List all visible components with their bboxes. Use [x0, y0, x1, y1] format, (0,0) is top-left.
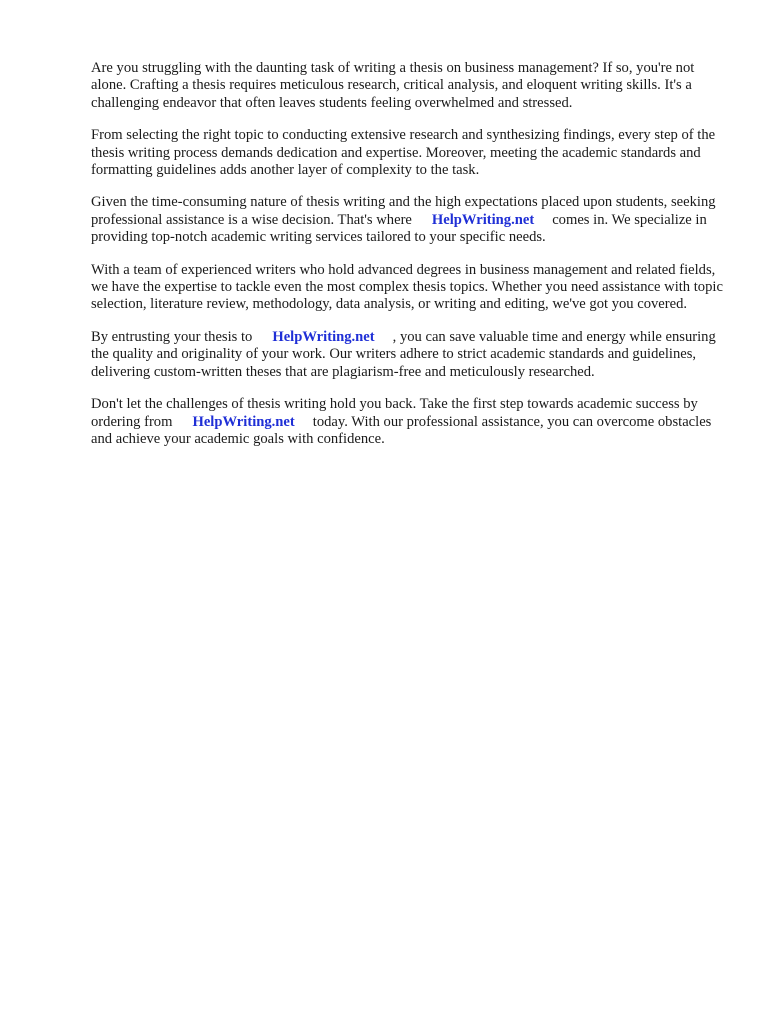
paragraph-intro: Are you struggling with the daunting task of writing a thesis on business management? If so, you're not alone. Crafting a thesis requires meticulous research, critical analysis, and eloquent writing skills. It's a challenging endeavor that often leaves students feeling overwhelmed and stressed. — [91, 60, 695, 111]
paragraph-closing-text-before: Don't let the challenges of thesis writing hold you back. Take the first step towards academic success by ordering from — [91, 396, 698, 430]
paragraph-closing-text-after: today. With our professional assistance, you can overcome obstacles and achieve your academic goals with confidence. — [91, 413, 712, 447]
paragraph-entrusting-text-before: By entrusting your thesis to — [91, 328, 253, 345]
paragraph-assistance-text-after: comes in. We specialize in providing top-notch academic writing services tailored to your specific needs. — [91, 211, 707, 246]
document-body — [91, 60, 723, 463]
helpwriting-link[interactable]: HelpWriting.net — [272, 328, 375, 345]
paragraph-closing — [91, 396, 723, 448]
paragraph-entrusting-text-after: , you can save valuable time and energy while ensuring the quality and originality of your work. Our writers adhere to strict academic standards and guidelines, delivering custom-written theses that are plagiarism-free and meticulously researched. — [91, 328, 716, 380]
helpwriting-link[interactable]: HelpWriting.net — [192, 413, 295, 430]
paragraph-entrusting — [91, 329, 723, 381]
paragraph-assistance-text-before: Given the time-consuming nature of thesis writing and the high expectations placed upon students, seeking professional assistance is a wise decision. That's where — [91, 194, 716, 228]
helpwriting-link[interactable]: HelpWriting.net — [431, 211, 535, 228]
paragraph-team: With a team of experienced writers who hold advanced degrees in business management and related fields, we have the expertise to tackle even the most complex thesis topics. Whether you need assistance with topic selection, literature review, methodology, data analysis, or writing and editing, we've got you covered. — [91, 261, 723, 313]
paragraph-process: From selecting the right topic to conducting extensive research and synthesizing findings, every step of the thesis writing process demands dedication and expertise. Moreover, meeting the academic standards and formatting guidelines adds another layer of complexity to the task. — [91, 127, 716, 179]
paragraph-assistance — [91, 194, 723, 246]
